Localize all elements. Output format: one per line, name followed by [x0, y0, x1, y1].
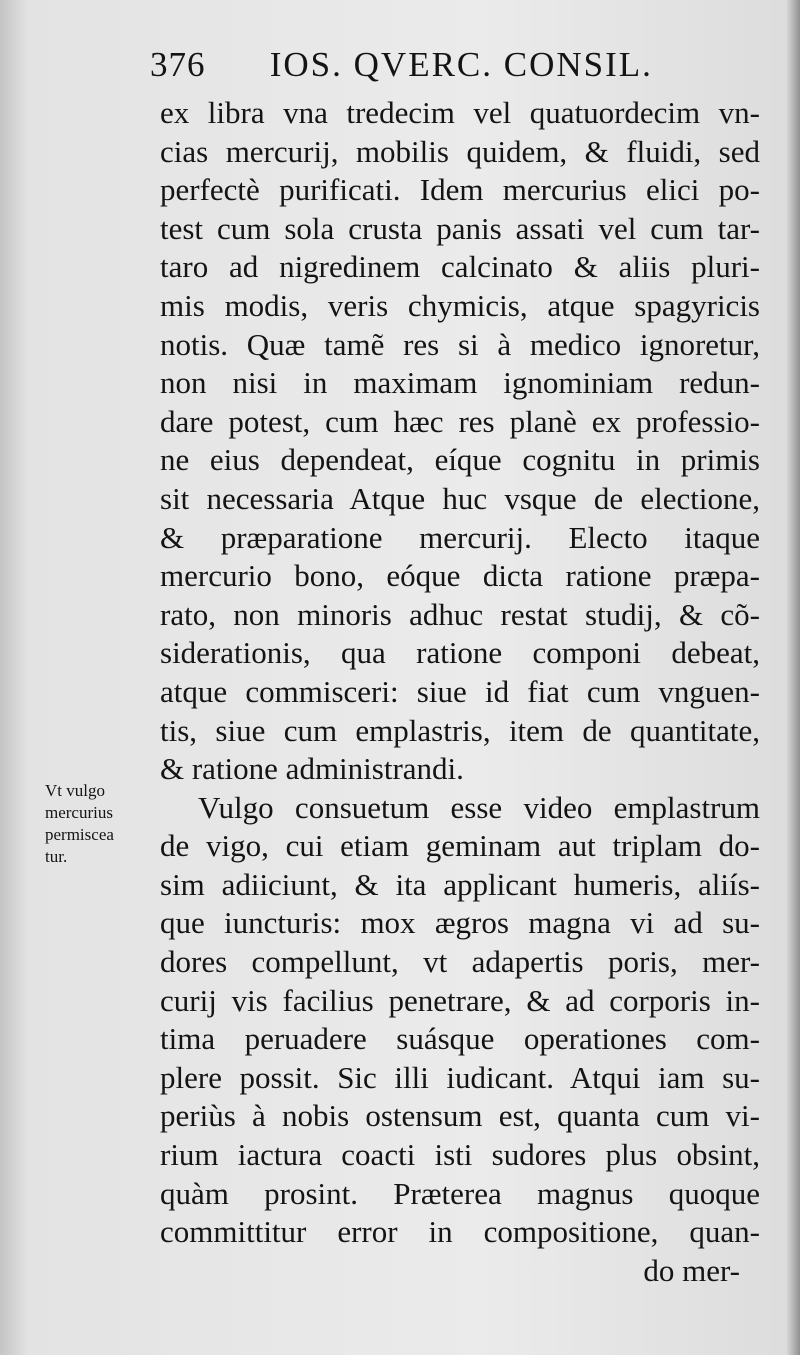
page-header [150, 40, 670, 90]
text-line: & præparatione mercurij. Electo itaque [160, 519, 760, 555]
text-line: de vigo, cui etiam geminam aut triplam do- [160, 828, 760, 864]
text-line: quàm prosint. Præterea magnus quoque [160, 1175, 760, 1211]
text-line: atque commisceri: siue id fiat cum vnguen- [160, 673, 760, 709]
marginal-note-line: mercurius [45, 803, 113, 822]
text-line: dare potest, cum hæc res planè ex professio- [160, 403, 760, 439]
text-line: sim adiiciunt, & ita applicant humeris, aliís- [160, 866, 760, 902]
text-line: dores compellunt, vt adapertis poris, mer- [160, 944, 760, 980]
text-line: tis, siue cum emplastris, item de quantitate, [160, 712, 760, 748]
text-line: mis modis, veris chymicis, atque spagyricis [160, 287, 760, 323]
page-number: 376 [150, 45, 206, 84]
text-line: Vulgo consuetum esse video emplastrum [198, 789, 760, 825]
text-line: committitur error in compositione, quan- [160, 1214, 760, 1250]
text-line: periùs à nobis ostensum est, quanta cum vi- [160, 1098, 760, 1134]
text-line: sit necessaria Atque huc vsque de electione, [160, 480, 760, 516]
text-line: que iuncturis: mox ægros magna vi ad su- [160, 905, 760, 941]
running-head: IOS. QVERC. CONSIL. [269, 45, 653, 84]
text-line: cias mercurij, mobilis quidem, & fluidi, sed [160, 133, 760, 169]
text-line: siderationis, qua ratione componi debeat, [160, 635, 760, 671]
text-line: plere possit. Sic illi iudicant. Atqui iam su- [160, 1059, 760, 1095]
text-line: & ratione administrandi. [160, 751, 464, 787]
main-text-block [160, 94, 760, 1290]
marginal-note-line: Vt vulgo [45, 781, 105, 800]
text-line: test cum sola crusta panis assati vel cum tar- [160, 210, 760, 246]
text-line: taro ad nigredinem calcinato & aliis pluri- [160, 249, 760, 285]
text-line: ex libra vna tredecim vel quatuordecim vn- [160, 95, 760, 130]
text-line: rium iactura coacti isti sudores plus obsint, [160, 1137, 760, 1173]
text-line: do mer- [643, 1252, 740, 1288]
marginal-note [45, 780, 157, 868]
text-line: perfectè purificati. Idem mercurius elici po- [160, 172, 760, 208]
text-line: tima peruadere suásque operationes com- [160, 1021, 760, 1057]
marginal-note-line: tur. [45, 847, 68, 866]
text-line: mercurio bono, eóque dicta ratione præpa- [160, 558, 760, 594]
text-line: ne eius dependeat, eíque cognitu in primis [160, 442, 760, 478]
text-line: curij vis facilius penetrare, & ad corporis in- [160, 982, 760, 1018]
marginal-note-line: permiscea [45, 825, 114, 844]
text-line: notis. Quæ tamẽ res si à medico ignoretur, [160, 326, 760, 362]
text-line: non nisi in maximam ignominiam redun- [160, 365, 760, 401]
gutter-shadow [786, 0, 800, 1355]
text-line: rato, non minoris adhuc restat studij, & cõ- [160, 596, 760, 632]
